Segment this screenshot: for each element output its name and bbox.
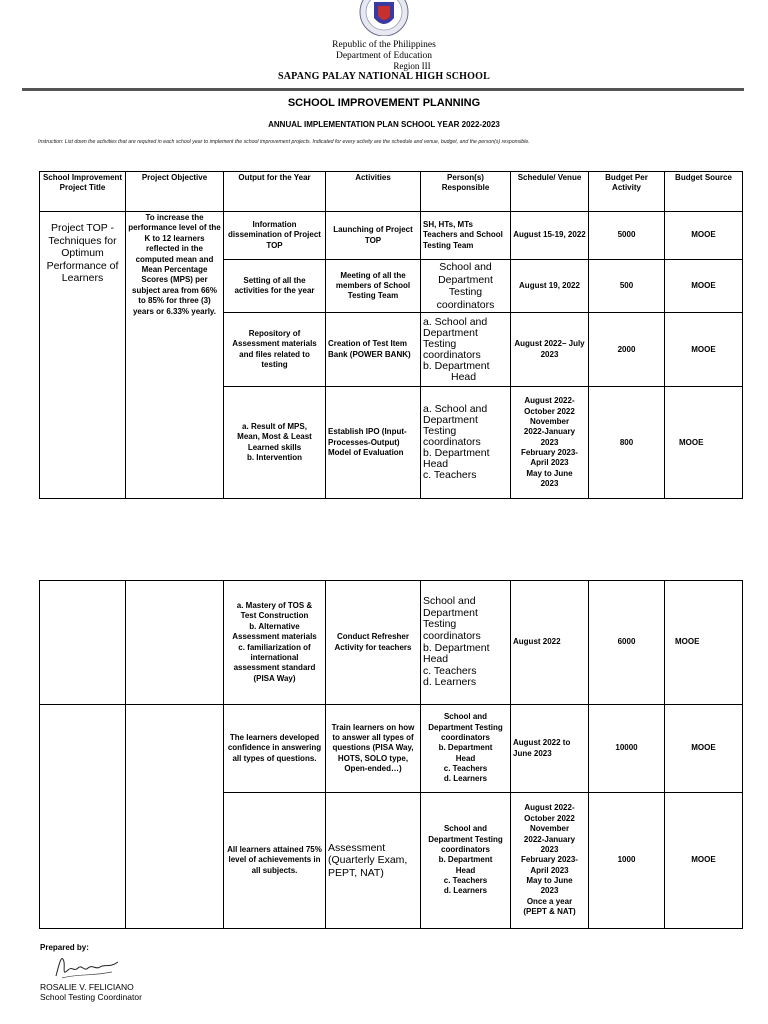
- persons-line: b. Department: [423, 447, 490, 460]
- prepared-by-label: Prepared by:: [40, 943, 89, 952]
- header-region: Region III: [393, 61, 431, 71]
- persons-line: c. Teachers: [423, 664, 477, 677]
- persons-line: Department: [423, 414, 478, 427]
- persons-cell: [421, 581, 511, 705]
- output-line: (PISA Way): [253, 673, 296, 683]
- output-line: b. Intervention: [246, 453, 303, 463]
- schedule-line: Once a year: [526, 896, 573, 906]
- source-cell: MOOE: [665, 260, 743, 313]
- output-line: Learned skills: [247, 442, 302, 452]
- schedule-cell: [511, 793, 589, 929]
- activity-cell: Meeting of all the members of School Testing Team: [326, 260, 421, 313]
- header-activities: Activities: [326, 172, 421, 212]
- persons-cell: [421, 313, 511, 387]
- header-divider: [22, 88, 744, 91]
- budget-cell: 500: [589, 260, 665, 313]
- output-cell: Information dissemination of Project TOP: [224, 212, 326, 260]
- document-subtitle: ANNUAL IMPLEMENTATION PLAN SCHOOL YEAR 2022-2023: [268, 120, 500, 129]
- persons-line: Department: [423, 606, 478, 619]
- implementation-plan-table-continued: [39, 580, 743, 929]
- output-line: c. familiarization of: [238, 642, 311, 652]
- header-schedule: Schedule/ Venue: [511, 172, 589, 212]
- persons-line: coordinators: [423, 436, 481, 449]
- schedule-line: August 2022-: [524, 803, 575, 813]
- persons-line: Head: [423, 458, 449, 471]
- persons-line: b. Department: [438, 743, 493, 753]
- persons-line: Head: [455, 753, 476, 763]
- schedule-line: November: [529, 824, 570, 834]
- persons-line: c. Teachers: [443, 876, 488, 886]
- persons-line: d. Learners: [423, 676, 477, 689]
- header-budget: Budget Per Activity: [589, 172, 665, 212]
- header-objective: Project Objective: [126, 172, 224, 212]
- activity-line: (Quarterly Exam,: [328, 854, 408, 867]
- persons-line: Testing: [423, 618, 457, 631]
- persons-line: d. Learners: [443, 774, 488, 784]
- schedule-line: October 2022: [524, 813, 575, 823]
- persons-line: c. Teachers: [443, 764, 488, 774]
- source-cell: MOOE: [665, 705, 743, 793]
- schedule-line: 2022-January: [523, 427, 576, 437]
- activity-cell: Establish IPO (Input-Processes-Output) Model of Evaluation: [326, 387, 421, 499]
- schedule-line: 2022-January: [523, 834, 576, 844]
- persons-line: Department Testing: [428, 722, 503, 732]
- persons-line: coordinators: [423, 629, 481, 642]
- instruction-text: Instruction: List down the activities that are required in each school year to implement the school improvement projects. Indicated for every activity are the schedule and venue, budget, and the person(s) responsible.: [38, 139, 530, 145]
- document-title: SCHOOL IMPROVEMENT PLANNING: [287, 97, 481, 109]
- persons-cell: [421, 387, 511, 499]
- persons-line: School and: [443, 712, 488, 722]
- persons-line: a. School and: [423, 315, 488, 328]
- schedule-line: April 2023: [530, 865, 569, 875]
- persons-line: School and: [443, 824, 488, 834]
- schedule-line: 2023: [540, 886, 559, 896]
- implementation-plan-table: [39, 171, 743, 499]
- header-project-title: School Improvement Project Title: [40, 172, 126, 212]
- budget-cell: 6000: [589, 581, 665, 705]
- persons-line: coordinators: [423, 348, 481, 361]
- schedule-line: October 2022: [524, 406, 575, 416]
- header-persons: Person(s) Responsible: [421, 172, 511, 212]
- header-department: Department of Education: [335, 51, 433, 61]
- output-cell: [224, 387, 326, 499]
- schedule-line: 2023: [540, 844, 559, 854]
- activity-cell: Conduct Refresher Activity for teachers: [326, 581, 421, 705]
- schedule-cell: August 2022: [511, 581, 589, 705]
- output-line: b. Alternative: [249, 621, 300, 631]
- source-cell: MOOE: [665, 581, 743, 705]
- objective-cell-empty: [126, 705, 224, 929]
- header-country: Republic of the Philippines: [332, 40, 436, 50]
- project-title-cell-empty: [40, 705, 126, 929]
- schedule-cell: August 2022 to June 2023: [511, 705, 589, 793]
- activity-cell: Launching of Project TOP: [326, 212, 421, 260]
- persons-line: Department: [423, 326, 478, 339]
- output-cell: Repository of Assessment materials and files related to testing: [224, 313, 326, 387]
- persons-line: coordinators: [441, 844, 490, 854]
- schedule-line: 2023: [540, 437, 559, 447]
- output-cell: All learners attained 75% level of achievements in all subjects.: [224, 793, 326, 929]
- table-row: [40, 581, 743, 705]
- persons-line: coordinators: [441, 732, 490, 742]
- output-cell: Setting of all the activities for the year: [224, 260, 326, 313]
- schedule-line: August 2022-: [524, 396, 575, 406]
- output-line: international: [250, 652, 299, 662]
- schedule-cell: August 19, 2022: [511, 260, 589, 313]
- persons-line: b. Department: [423, 359, 490, 372]
- persons-cell: [421, 705, 511, 793]
- output-line: Test Construction: [240, 611, 309, 621]
- header-school-name: SAPANG PALAY NATIONAL HIGH SCHOOL: [277, 71, 490, 82]
- persons-line: Testing: [423, 425, 457, 438]
- output-cell: [224, 581, 326, 705]
- preparer-role: School Testing Coordinator: [40, 992, 142, 1002]
- schedule-cell: August 2022– July 2023: [511, 313, 589, 387]
- persons-line: Head: [455, 865, 476, 875]
- budget-cell: 2000: [589, 313, 665, 387]
- output-line: assessment standard: [233, 663, 316, 673]
- budget-cell: 5000: [589, 212, 665, 260]
- table-row: [40, 212, 743, 260]
- activity-cell: [326, 793, 421, 929]
- preparer-name: ROSALIE V. FELICIANO: [40, 982, 134, 992]
- activity-cell: Train learners on how to answer all types of questions (PISA Way, HOTS, SOLO type, Open-ended…): [326, 705, 421, 793]
- schedule-line: November: [529, 416, 570, 426]
- persons-line: Department Testing: [428, 834, 503, 844]
- schedule-line: May to June: [526, 876, 573, 886]
- budget-cell: 800: [589, 387, 665, 499]
- persons-line: a. School and: [423, 403, 488, 416]
- source-cell: MOOE: [665, 387, 743, 499]
- persons-cell: SH, HTs, MTs Teachers and School Testing Team: [421, 212, 511, 260]
- persons-line: c. Teachers: [423, 469, 477, 482]
- activity-line: Assessment: [328, 842, 386, 855]
- persons-line: b. Department: [423, 641, 490, 654]
- output-line: a. Mastery of TOS &: [236, 600, 313, 610]
- source-cell: MOOE: [665, 212, 743, 260]
- output-cell: The learners developed confidence in answering all types of questions.: [224, 705, 326, 793]
- persons-line: Head: [423, 653, 449, 666]
- schedule-line: May to June: [526, 468, 573, 478]
- header-output: Output for the Year: [224, 172, 326, 212]
- persons-cell: School and Department Testing coordinators: [421, 260, 511, 313]
- activity-cell: Creation of Test Item Bank (POWER BANK): [326, 313, 421, 387]
- persons-line: Head: [451, 370, 477, 383]
- output-line: Assessment materials: [232, 632, 317, 642]
- output-line: Mean, Most & Least: [237, 432, 312, 442]
- output-line: a. Result of MPS,: [242, 422, 307, 432]
- schedule-cell: August 15-19, 2022: [511, 212, 589, 260]
- source-cell: MOOE: [665, 793, 743, 929]
- schedule-line: 2023: [540, 479, 559, 489]
- table-header-row: [40, 172, 743, 212]
- signature-image: [52, 950, 122, 982]
- table-row: [40, 705, 743, 793]
- persons-cell: [421, 793, 511, 929]
- project-title-cell: Project TOP - Techniques for Optimum Performance of Learners: [40, 212, 126, 499]
- budget-cell: 10000: [589, 705, 665, 793]
- header-source: Budget Source: [665, 172, 743, 212]
- budget-cell: 1000: [589, 793, 665, 929]
- source-cell: MOOE: [665, 313, 743, 387]
- activity-line: PEPT, NAT): [328, 866, 384, 879]
- project-title-cell-empty: [40, 581, 126, 705]
- persons-line: d. Learners: [443, 886, 488, 896]
- objective-cell: To increase the performance level of the K to 12 learners reflected in the computed mean and Mean Percentage Scores (MPS) per subject area from 66% to 85% for three (3) years or 6.33% yearly.: [126, 212, 224, 499]
- deped-seal-logo: [356, 0, 412, 36]
- objective-cell-empty: [126, 581, 224, 705]
- schedule-line: February 2023-: [521, 855, 578, 865]
- persons-line: Testing: [423, 337, 457, 350]
- schedule-line: April 2023: [530, 458, 569, 468]
- persons-line: b. Department: [438, 855, 493, 865]
- schedule-cell: [511, 387, 589, 499]
- schedule-line: February 2023-: [521, 448, 578, 458]
- schedule-line: (PEPT & NAT): [523, 907, 576, 917]
- persons-line: School and: [423, 595, 476, 608]
